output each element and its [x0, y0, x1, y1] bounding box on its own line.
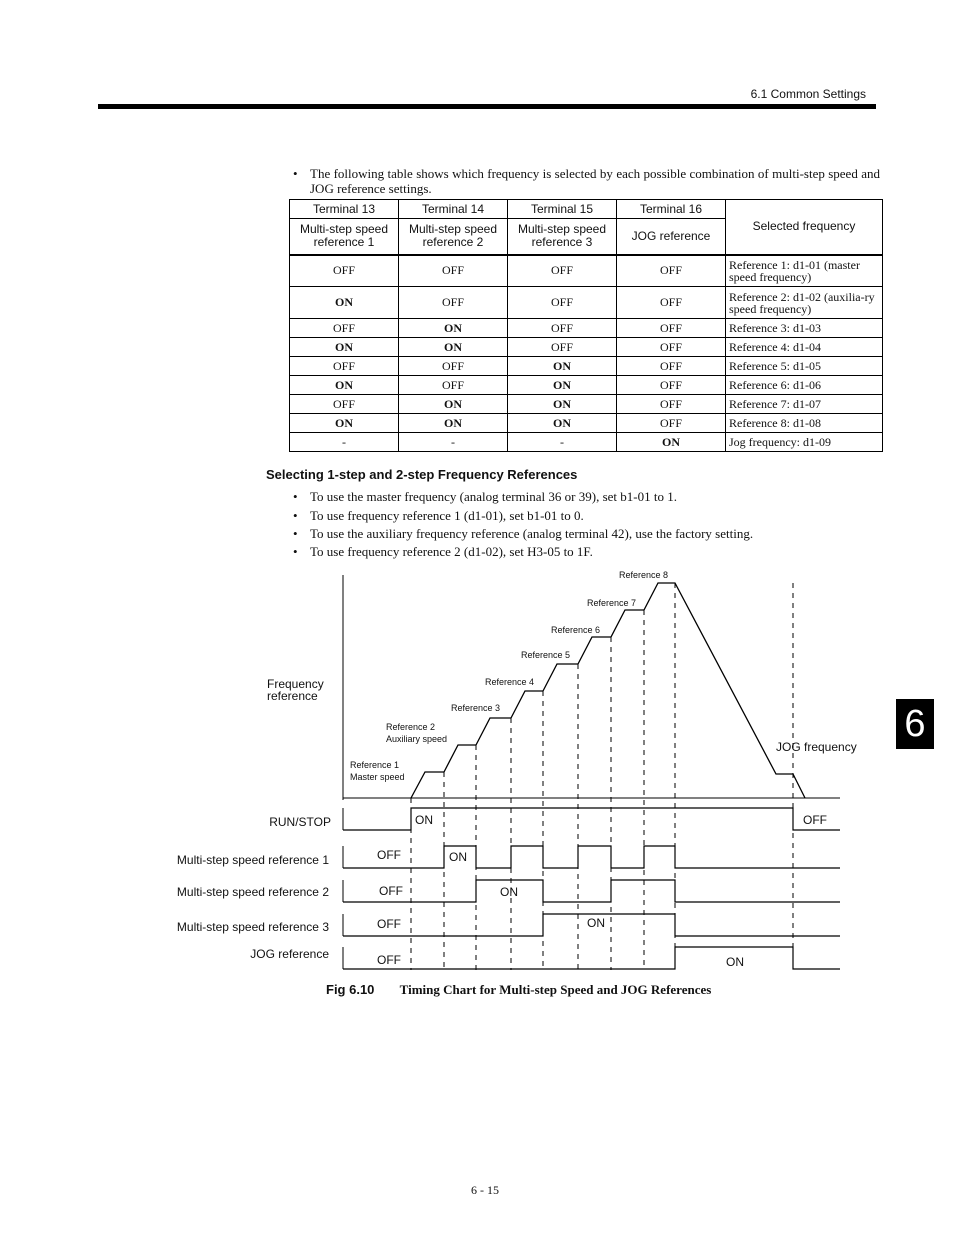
jog-reference-label: JOG reference — [250, 947, 329, 961]
function-header: Multi-step speed reference 1 — [290, 219, 399, 255]
reference-label: Reference 8 — [619, 570, 669, 580]
reference-label: Reference 6 — [551, 625, 601, 635]
table-cell: OFF — [508, 287, 617, 319]
terminal-15-header: Terminal 15 — [508, 200, 617, 219]
selected-frequency-cell: Reference 6: d1-06 — [726, 376, 883, 395]
table-cell: OFF — [399, 357, 508, 376]
ms2-on-text: ON — [500, 885, 518, 899]
table-cell: OFF — [617, 414, 726, 433]
section-heading: Selecting 1-step and 2-step Frequency References — [266, 467, 578, 482]
ms1-off-text: OFF — [377, 848, 401, 862]
ms1-on-text: ON — [449, 850, 467, 864]
table-cell: OFF — [617, 319, 726, 338]
bullet-dot-icon: • — [293, 489, 298, 504]
function-header: Multi-step speed reference 3 — [508, 219, 617, 255]
selected-frequency-cell: Reference 1: d1-01 (master speed frequency) — [726, 255, 883, 287]
reference-label: Reference 5 — [521, 650, 571, 660]
ms1-label: Multi-step speed reference 1 — [176, 853, 329, 867]
table-cell: OFF — [508, 255, 617, 287]
table-cell: ON — [399, 414, 508, 433]
ms3-on-text: ON — [587, 916, 605, 930]
table-cell: OFF — [290, 255, 399, 287]
table-cell: ON — [617, 433, 726, 452]
table-cell: OFF — [617, 357, 726, 376]
figure-title: Timing Chart for Multi-step Speed and JOG References — [399, 982, 712, 997]
selected-frequency-cell: Reference 3: d1-03 — [726, 319, 883, 338]
table-cell: OFF — [290, 395, 399, 414]
frequency-axis-label: reference — [267, 689, 318, 703]
table-cell: ON — [290, 287, 399, 319]
table-cell: ON — [508, 395, 617, 414]
bullet-dot-icon: • — [293, 508, 298, 523]
run-stop-label: RUN/STOP — [269, 815, 331, 829]
terminal-16-header: Terminal 16 — [617, 200, 726, 219]
figure-number: Fig 6.10 — [326, 982, 375, 997]
page-number: 6 - 15 — [471, 1183, 499, 1197]
table-cell: ON — [290, 376, 399, 395]
selected-frequency-cell: Reference 2: d1-02 (auxilia-ry speed frequency) — [726, 287, 883, 319]
bullet-text: To use the auxiliary frequency reference (analog terminal 42), use the factory setting. — [310, 526, 754, 541]
selected-frequency-cell: Reference 7: d1-07 — [726, 395, 883, 414]
ms3-label: Multi-step speed reference 3 — [176, 920, 329, 934]
frequency-axis-label: Frequency — [267, 677, 324, 691]
table-cell: OFF — [617, 255, 726, 287]
intro-text: The following table shows which frequency is selected by each possible combination of multi-step speed and JOG reference settings. — [310, 166, 880, 196]
table-cell: ON — [508, 376, 617, 395]
reference-sub-label: Auxiliary speed — [386, 734, 448, 744]
bullet-text: To use frequency reference 1 (d1-01), set b1-01 to 0. — [310, 508, 584, 523]
ms2-trace — [343, 880, 840, 902]
bullet-text: To use the master frequency (analog terminal 36 or 39), set b1-01 to 1. — [310, 489, 677, 504]
bullet-dot-icon: • — [293, 166, 298, 181]
run-on-text: ON — [415, 813, 433, 827]
table-cell: - — [508, 433, 617, 452]
table-cell: ON — [508, 357, 617, 376]
table-cell: ON — [290, 338, 399, 357]
table-cell: OFF — [399, 287, 508, 319]
reference-label: Reference 7 — [587, 598, 637, 608]
table-cell: OFF — [617, 395, 726, 414]
table-cell: OFF — [399, 376, 508, 395]
table-cell: ON — [399, 319, 508, 338]
table-cell: ON — [508, 414, 617, 433]
reference-label: Reference 2 — [386, 722, 436, 732]
table-cell: OFF — [290, 319, 399, 338]
table-cell: - — [290, 433, 399, 452]
bullet-dot-icon: • — [293, 526, 298, 541]
ms2-label: Multi-step speed reference 2 — [176, 885, 329, 899]
selected-frequency-cell: Reference 4: d1-04 — [726, 338, 883, 357]
ms3-off-text: OFF — [377, 917, 401, 931]
table-cell: OFF — [399, 255, 508, 287]
jog-off-text: OFF — [377, 953, 401, 967]
figure-caption — [326, 982, 711, 998]
chapter-tab: 6 — [896, 699, 934, 749]
selected-frequency-cell: Reference 8: d1-08 — [726, 414, 883, 433]
table-cell: OFF — [617, 376, 726, 395]
function-header: Multi-step speed reference 2 — [399, 219, 508, 255]
jog-trace — [343, 947, 840, 969]
jog-on-text: ON — [726, 955, 744, 969]
ms1-trace — [343, 846, 840, 868]
table-cell: ON — [290, 414, 399, 433]
table-cell: OFF — [617, 338, 726, 357]
terminal-14-header: Terminal 14 — [399, 200, 508, 219]
reference-label: Reference 1 — [350, 760, 400, 770]
terminal-13-header: Terminal 13 — [290, 200, 399, 219]
ms2-off-text: OFF — [379, 884, 403, 898]
run-off-text: OFF — [803, 813, 827, 827]
bullet-dot-icon: • — [293, 544, 298, 559]
function-header: JOG reference — [617, 219, 726, 255]
jog-frequency-label: JOG frequency — [776, 740, 857, 754]
table-cell: - — [399, 433, 508, 452]
table-cell: OFF — [508, 338, 617, 357]
frequency-curve — [411, 583, 805, 798]
reference-sub-label: Master speed — [350, 772, 405, 782]
table-cell: OFF — [508, 319, 617, 338]
table-cell: OFF — [617, 287, 726, 319]
reference-label: Reference 3 — [451, 703, 501, 713]
bullet-text: To use frequency reference 2 (d1-02), set H3-05 to 1F. — [310, 544, 593, 559]
selected-frequency-cell: Reference 5: d1-05 — [726, 357, 883, 376]
table-cell: ON — [399, 338, 508, 357]
selected-frequency-cell: Jog frequency: d1-09 — [726, 433, 883, 452]
selected-frequency-header: Selected frequency — [726, 200, 883, 255]
reference-label: Reference 4 — [485, 677, 535, 687]
table-cell: OFF — [290, 357, 399, 376]
running-header: 6.1 Common Settings — [750, 87, 866, 101]
table-cell: ON — [399, 395, 508, 414]
